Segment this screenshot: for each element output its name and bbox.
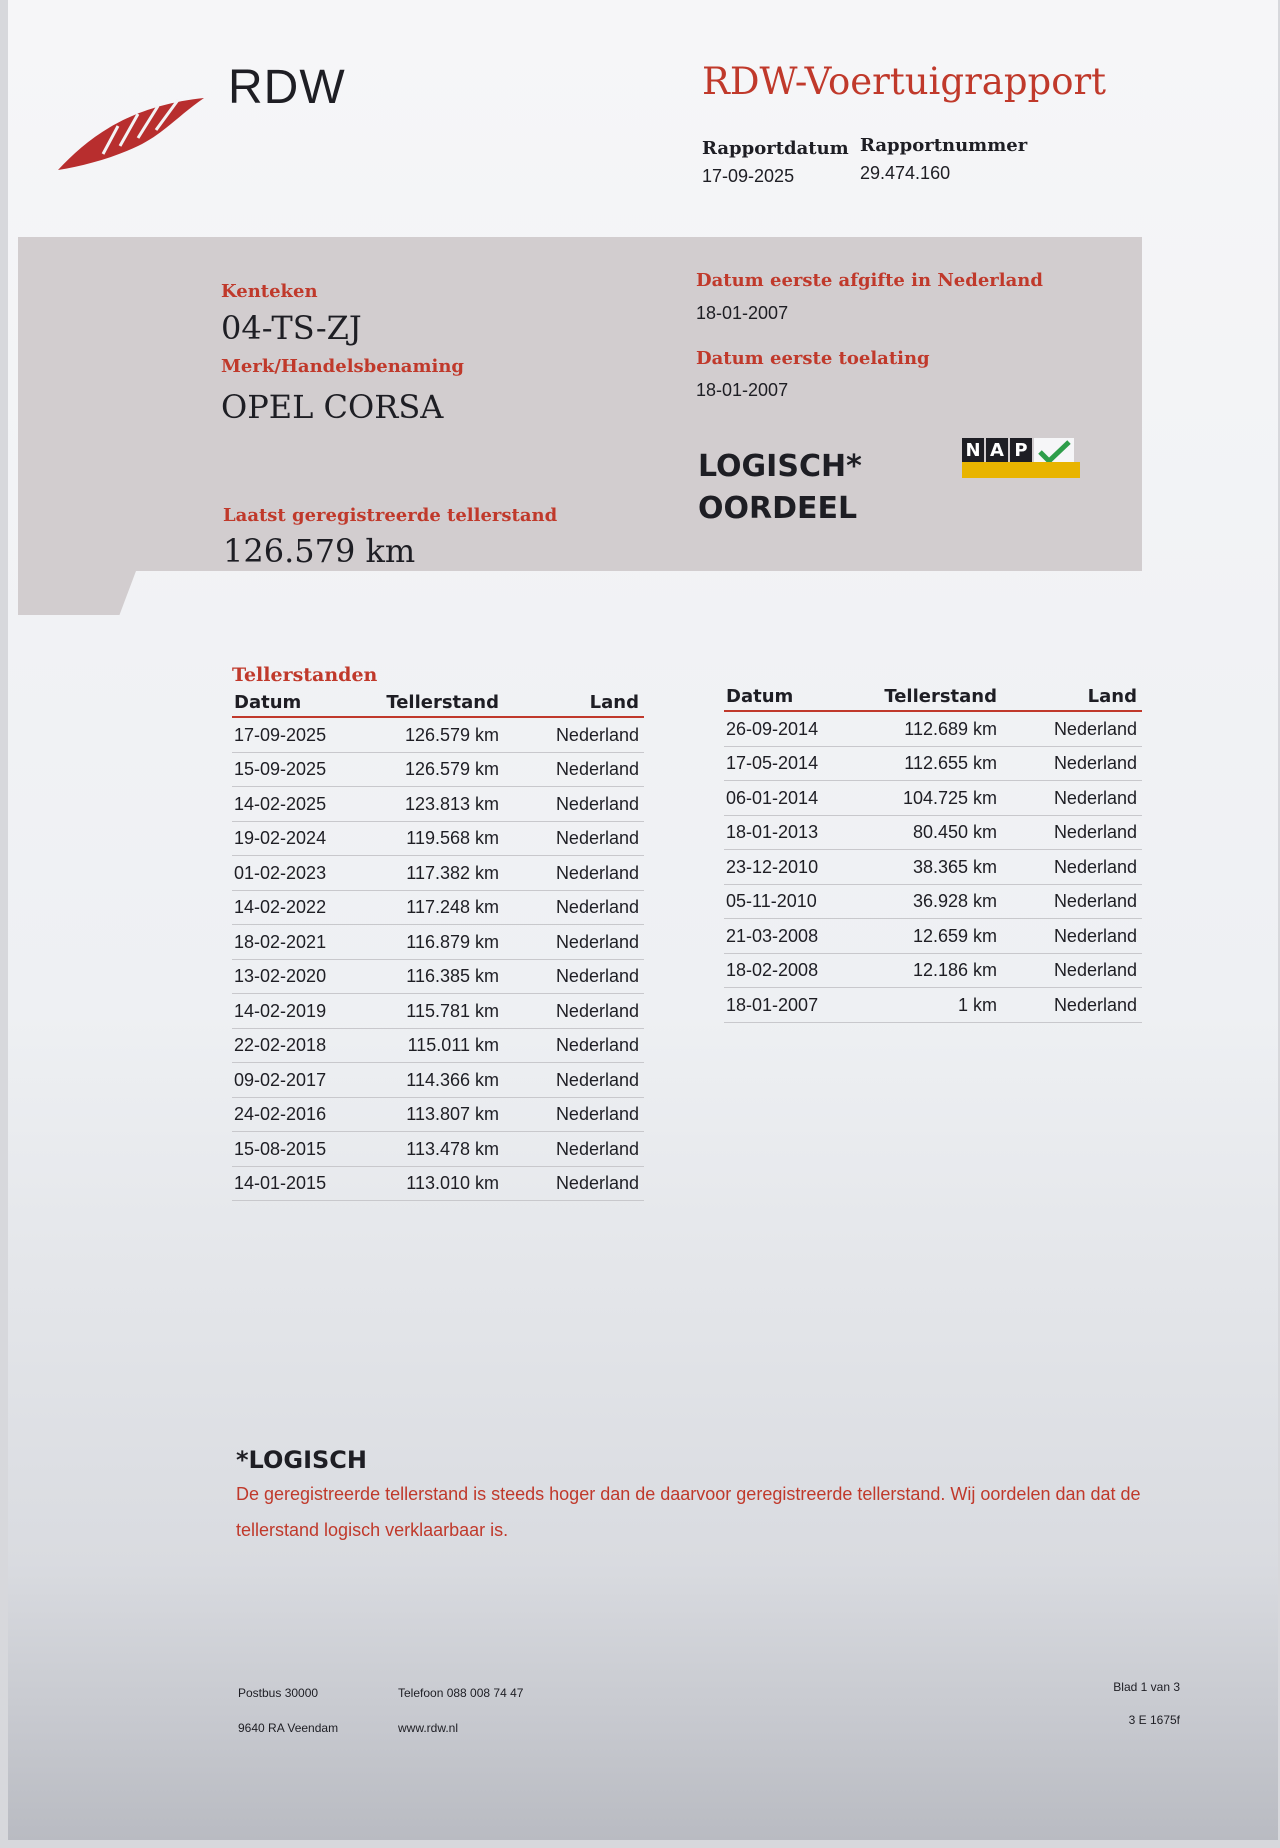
nap-letter-n: N	[962, 438, 984, 464]
verdict-line-2: OORDEEL	[698, 491, 858, 526]
row-reading: 119.568 km	[406, 828, 499, 848]
row-date: 22-02-2018	[234, 1035, 327, 1055]
odometer-section-title: Tellerstanden	[232, 664, 378, 686]
last-odometer-value: 126.579 km	[223, 532, 416, 570]
row-date: 18-01-2007	[726, 994, 819, 1015]
row-date: 17-09-2025	[234, 724, 327, 745]
row-reading: 12.659 km	[912, 925, 997, 946]
first-admission-label: Datum eerste toelating	[696, 348, 930, 369]
row-date: 18-01-2013	[726, 822, 819, 842]
col-header-reading: Tellerstand	[884, 686, 997, 707]
row-date: 26-09-2014	[726, 718, 819, 739]
report-number-label: Rapportnummer	[860, 135, 1028, 156]
footer-doc-code: 3 E 1675f	[1128, 1713, 1180, 1727]
row-country: Nederland	[1053, 856, 1137, 877]
row-country: Nederland	[1053, 753, 1137, 773]
report-date-label: Rapportdatum	[702, 138, 849, 159]
row-reading: 113.478 km	[406, 1138, 499, 1159]
footer-website: www.rdw.nl	[398, 1721, 459, 1735]
row-country: Nederland	[555, 931, 639, 952]
table-row	[232, 994, 644, 1029]
row-date: 15-09-2025	[234, 759, 327, 779]
row-country: Nederland	[555, 759, 639, 779]
row-reading: 113.010 km	[406, 1173, 499, 1193]
row-country: Nederland	[555, 1035, 639, 1055]
row-country: Nederland	[555, 1173, 639, 1193]
row-reading: 123.813 km	[404, 793, 499, 814]
table-row	[232, 960, 644, 995]
row-country: Nederland	[555, 1138, 639, 1159]
row-reading: 114.366 km	[406, 1069, 499, 1090]
license-plate: 04-TS-ZJ	[221, 309, 362, 347]
row-country: Nederland	[1053, 787, 1137, 808]
row-reading: 116.385 km	[406, 966, 499, 986]
footer-page-number: Blad 1 van 3	[1113, 1680, 1180, 1694]
row-reading: 126.579 km	[404, 759, 499, 779]
first-admission-date: 18-01-2007	[696, 380, 789, 400]
table-header	[724, 680, 1142, 712]
row-date: 21-03-2008	[726, 925, 819, 946]
row-date: 01-02-2023	[234, 862, 327, 883]
row-reading: 80.450 km	[912, 822, 997, 842]
brand-name: RDW	[228, 61, 346, 114]
nap-badge-icon	[962, 438, 1080, 482]
row-date: 05-11-2010	[726, 891, 817, 911]
row-country: Nederland	[1053, 891, 1137, 911]
table-row	[724, 850, 1142, 885]
row-date: 09-02-2017	[234, 1069, 327, 1090]
row-reading: 117.248 km	[406, 897, 499, 917]
row-date: 18-02-2008	[726, 960, 819, 980]
row-country: Nederland	[555, 793, 639, 814]
row-date: 14-02-2025	[234, 793, 327, 814]
row-country: Nederland	[1053, 822, 1137, 842]
odometer-table-right	[724, 680, 1142, 1023]
table-row	[232, 1132, 644, 1167]
table-row	[724, 919, 1142, 954]
table-header	[232, 686, 644, 718]
row-reading: 113.807 km	[406, 1104, 499, 1124]
row-reading: 115.781 km	[406, 1000, 499, 1021]
table-row	[232, 753, 644, 788]
col-header-reading: Tellerstand	[386, 692, 499, 713]
row-country: Nederland	[1053, 718, 1137, 739]
row-reading: 117.382 km	[406, 862, 499, 883]
row-date: 23-12-2010	[726, 856, 819, 877]
row-country: Nederland	[1053, 960, 1137, 980]
table-row	[724, 816, 1142, 851]
row-date: 24-02-2016	[234, 1104, 327, 1124]
row-country: Nederland	[555, 1104, 639, 1124]
panel-tab	[18, 571, 136, 615]
table-row	[724, 747, 1142, 782]
nap-letter-p: P	[1010, 438, 1032, 464]
row-reading: 112.655 km	[904, 753, 997, 773]
row-reading: 12.186 km	[912, 960, 997, 980]
col-header-date: Datum	[726, 686, 794, 707]
row-date: 17-05-2014	[726, 753, 819, 773]
row-country: Nederland	[555, 1000, 639, 1021]
vehicle-make: OPEL CORSA	[221, 388, 444, 426]
table-row	[232, 822, 644, 857]
verdict-line-1: LOGISCH*	[698, 449, 862, 484]
first-registration-nl-date: 18-01-2007	[696, 303, 789, 323]
col-header-date: Datum	[234, 692, 302, 713]
footnote-text: De geregistreerde tellerstand is steeds hoger dan de daarvoor geregistreerde tellerstand. Wij oordelen dan dat de tellerstand logisch verklaarbaar is.	[236, 1484, 1141, 1540]
row-reading: 115.011 km	[407, 1035, 499, 1055]
table-row	[232, 891, 644, 926]
row-date: 14-02-2019	[234, 1000, 327, 1021]
row-country: Nederland	[555, 897, 639, 917]
row-date: 15-08-2015	[234, 1138, 327, 1159]
row-country: Nederland	[555, 724, 639, 745]
table-row	[724, 954, 1142, 989]
report-number: 29.474.160	[860, 163, 951, 183]
nap-letter-a: A	[986, 438, 1008, 464]
document-title: RDW-Voertuigrapport	[702, 60, 1107, 103]
row-date: 14-01-2015	[234, 1173, 327, 1193]
plate-label: Kenteken	[221, 281, 318, 302]
table-row	[232, 718, 644, 753]
row-country: Nederland	[1053, 925, 1137, 946]
table-row	[232, 1098, 644, 1133]
odometer-table-left	[232, 686, 644, 1201]
make-label: Merk/Handelsbenaming	[221, 356, 465, 377]
table-row	[232, 787, 644, 822]
nap-yellow-bar	[962, 462, 1080, 478]
row-date: 13-02-2020	[234, 966, 327, 986]
col-header-country: Land	[589, 692, 639, 713]
row-reading: 116.879 km	[406, 931, 499, 952]
row-date: 18-02-2021	[234, 931, 327, 952]
table-row	[724, 781, 1142, 816]
footer-address: 9640 RA Veendam	[238, 1721, 339, 1735]
footer-phone: Telefoon 088 008 74 47	[398, 1686, 524, 1700]
report-page	[8, 0, 1278, 1840]
table-row	[232, 856, 644, 891]
last-odometer-label: Laatst geregistreerde tellerstand	[223, 505, 558, 526]
row-reading: 38.365 km	[912, 856, 997, 877]
table-row	[724, 885, 1142, 920]
row-country: Nederland	[555, 966, 639, 986]
row-country: Nederland	[555, 828, 639, 848]
row-reading: 112.689 km	[904, 718, 997, 739]
table-row	[232, 925, 644, 960]
row-reading: 1 km	[957, 994, 997, 1015]
footnote-title: *LOGISCH	[236, 1446, 368, 1474]
row-country: Nederland	[1053, 994, 1137, 1015]
table-row	[232, 1167, 644, 1202]
report-date: 17-09-2025	[702, 166, 795, 186]
first-registration-nl-label: Datum eerste afgifte in Nederland	[696, 270, 1043, 291]
table-row	[724, 712, 1142, 747]
table-row	[724, 988, 1142, 1023]
row-country: Nederland	[555, 862, 639, 883]
col-header-country: Land	[1087, 686, 1137, 707]
row-country: Nederland	[555, 1069, 639, 1090]
row-reading: 36.928 km	[912, 891, 997, 911]
footer-postbus: Postbus 30000	[238, 1686, 319, 1700]
table-row	[232, 1029, 644, 1064]
row-reading: 104.725 km	[902, 787, 997, 808]
table-row	[232, 1063, 644, 1098]
row-date: 06-01-2014	[726, 787, 819, 808]
row-date: 19-02-2024	[234, 828, 327, 848]
rdw-logo-icon	[58, 88, 208, 178]
row-date: 14-02-2022	[234, 897, 327, 917]
row-reading: 126.579 km	[404, 724, 499, 745]
